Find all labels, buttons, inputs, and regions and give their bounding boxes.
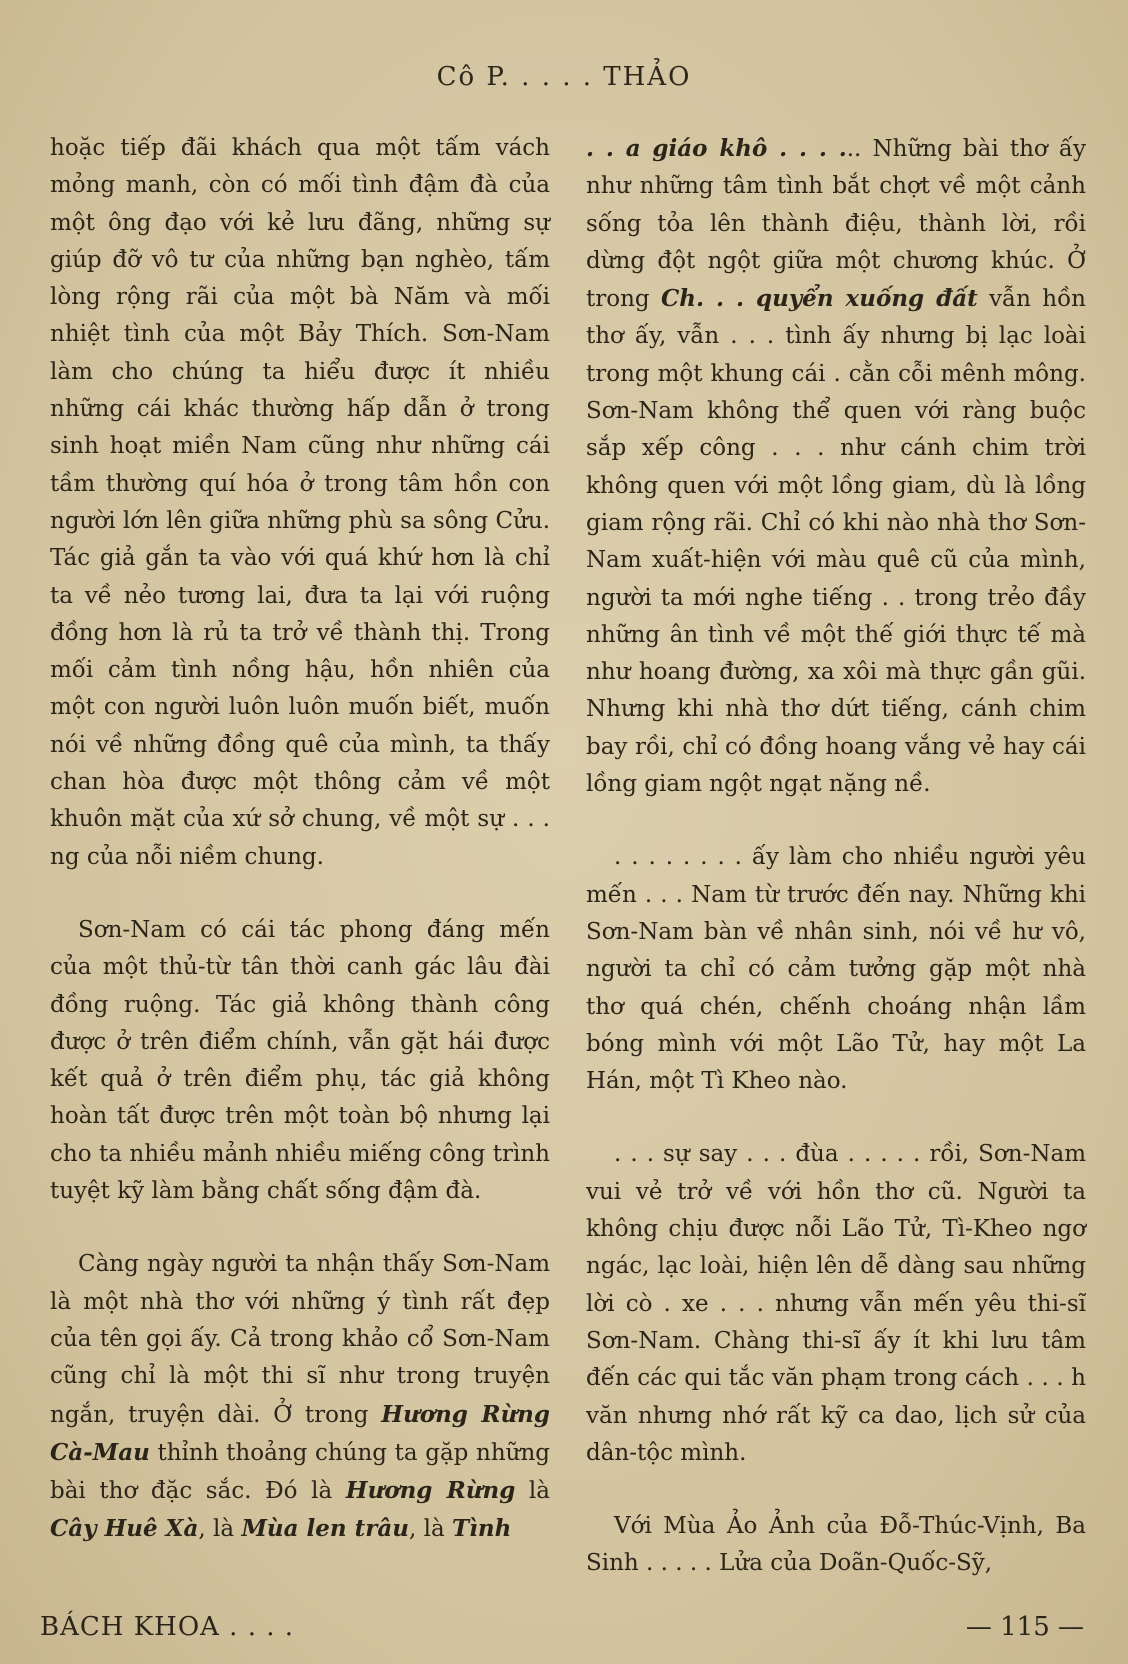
running-title: Cô P. . . . . THẢO [436, 62, 692, 92]
text-run: .. Những bài thơ ấy như những tâm tình bắt chợt về một cảnh sống tỏa lên thành điệu, thành lời, rồi dừng đột ngột giữa một chương khúc. Ở trong [586, 136, 1086, 313]
magazine-name: BÁCH KHOA . . . . [40, 1612, 295, 1642]
story-title: Tình [452, 1515, 512, 1543]
page-footer [0, 1612, 1128, 1652]
book-title: Ch. . . quyển xuống đất [660, 285, 978, 313]
left-column [50, 130, 550, 1549]
text-run: , là [409, 1516, 453, 1543]
story-title: Cây Huê Xà [50, 1515, 199, 1543]
text-run: , là [198, 1516, 242, 1543]
book-title: Hương Rừng Cà-Mau [50, 1400, 550, 1466]
paragraph [586, 130, 1086, 803]
paragraph: . . . . . . . . ấy làm cho nhiều người yêu mến . . . Nam từ trước đến nay. Những khi Sơn-Nam bàn về nhân sinh, nói về hư vô, người ta chỉ có cảm tưởng gặp một nhà thơ quá chén, chếnh choáng nhận lầm bóng mình với một Lão Tử, hay một La Hán, một Tì Kheo nào. [586, 844, 1086, 1095]
page-number: — 115 — [965, 1612, 1084, 1642]
paragraph [50, 1246, 550, 1548]
text-run: thỉnh thoảng chúng ta gặp những bài thơ đặc sắc. Đó là [50, 1439, 550, 1505]
story-title: . . a giáo khô . . . . [586, 135, 847, 162]
right-column [586, 130, 1086, 1583]
text-run: là [515, 1478, 550, 1505]
text-run: Càng ngày người ta nhận thấy Sơn-Nam là một nhà thơ với những ý tình rất đẹp của tên gọi ấy. Cả trong khảo cổ Sơn-Nam cũng chỉ là một thi sĩ như trong truyện ngắn, truyện dài. Ở trong [50, 1251, 550, 1428]
story-title: Hương Rừng [345, 1477, 516, 1505]
paragraph: Với Mùa Ảo Ảnh của Đỗ-Thúc-Vịnh, Ba Sinh . . . . . Lửa của Doãn-Quốc-Sỹ, [586, 1513, 1086, 1577]
paragraph: hoặc tiếp đãi khách qua một tấm vách mỏng manh, còn có mối tình đậm đà của một ông đạo với kẻ lưu đãng, những sự giúp đỡ vô tư của những bạn nghèo, tấm lòng rộng rãi của một bà Năm và mối nhiệt tình của một Bảy Thích. Sơn-Nam làm cho chúng ta hiểu được ít nhiều những cái khác thường hấp dẫn ở trong sinh hoạt miền Nam cũng như những cái tầm thường quí hóa ở trong tâm hồn con người lớn lên giữa những phù sa sông Cửu. Tác giả gắn ta vào với quá khứ hơn là chỉ ta về nẻo tương lai, đưa ta lại với ruộng đồng hơn là rủ ta trở về thành thị. Trong mối cảm tình nồng hậu, hồn nhiên của một con người luôn luôn muốn biết, muốn nói về những đồng quê của mình, ta thấy chan hòa được một thông cảm về một khuôn mặt của xứ sở chung, về một sự . . . ng của nỗi niềm chung. [50, 135, 551, 870]
story-title: Mùa len trâu [241, 1515, 409, 1543]
paragraph: . . . sự say . . . đùa . . . . . rồi, Sơn-Nam vui vẻ trở về với hồn thơ cũ. Người ta không chịu được nỗi Lão Tử, Tì-Kheo ngơ ngác, lạc loài, hiện lên dễ dàng sau những lời cò . xe . . . nhưng vẫn mến yêu thi-sĩ Sơn-Nam. Chàng thi-sĩ ấy ít khi lưu tâm đến các qui tắc văn phạm trong cách . . . h văn nhưng nhớ rất kỹ ca dao, lịch sử của dân-tộc mình. [586, 1141, 1086, 1466]
paragraph: Sơn-Nam có cái tác phong đáng mến của một thủ-từ tân thời canh gác lâu đài đồng ruộng. Tác giả không thành công được ở trên điểm chính, vẫn gặt hái được kết quả ở trên điểm phụ, tác giả không hoàn tất được trên một toàn bộ nhưng lại cho ta nhiều mảnh nhiều miếng công trình tuyệt kỹ làm bằng chất sống đậm đà. [50, 916, 550, 1205]
text-run: vẫn hồn thơ ấy, vẫn . . . tình ấy nhưng bị lạc loài trong một khung cái . cằn cỗi mênh mông. Sơn-Nam không thể quen với ràng buộc sắp xếp công . . . như cánh chim trời không quen với một lồng giam, dù là lồng giam rộng rãi. Chỉ có khi nào nhà thơ Sơn-Nam xuất-hiện với màu quê cũ của mình, người ta mới nghe tiếng . . trong trẻo đầy những ân tình về một thế giới thực tế mà như hoang đường, xa xôi mà thực gần gũi. Nhưng khi nhà thơ dứt tiếng, cánh chim bay rồi, chỉ có đồng hoang vắng vẻ hay cái lồng giam ngột ngạt nặng nề. [586, 286, 1086, 798]
